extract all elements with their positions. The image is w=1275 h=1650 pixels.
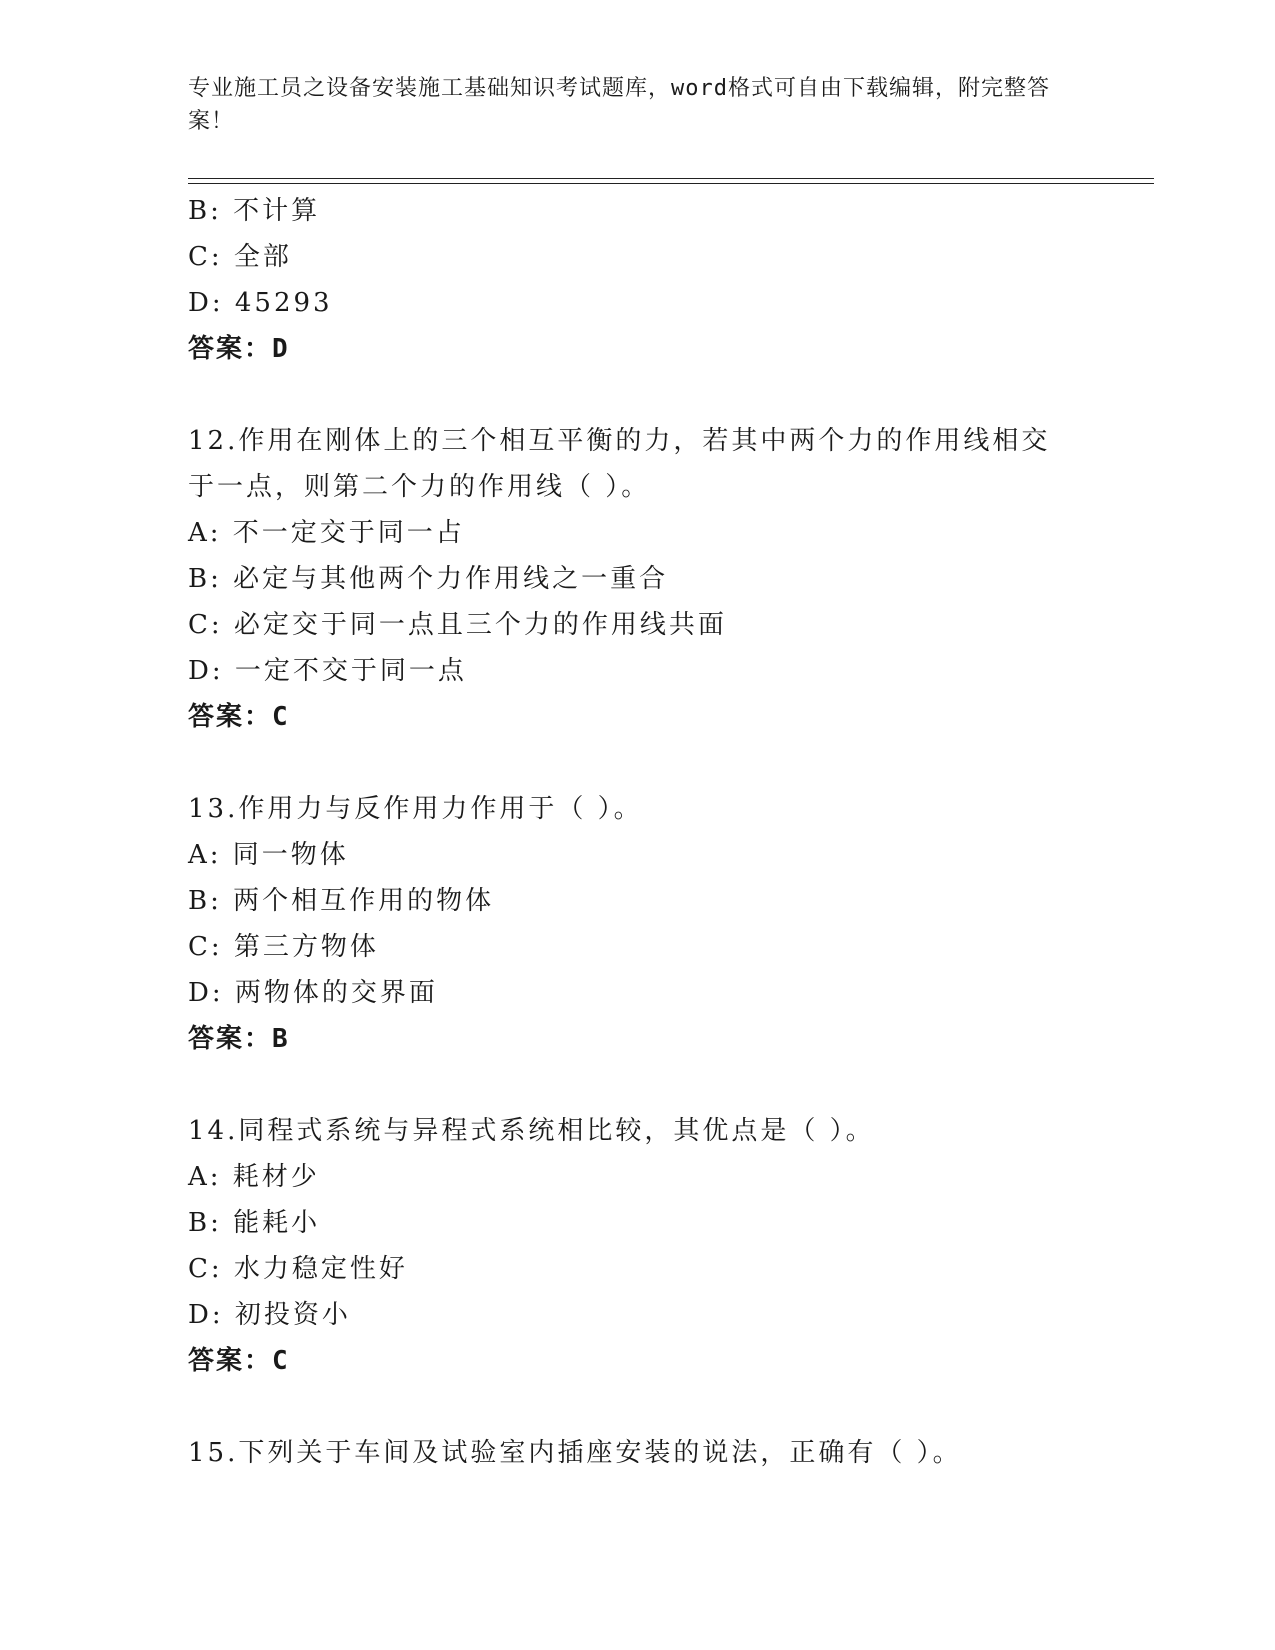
header-divider [188,178,1154,179]
question-list [188,188,1088,1476]
header-divider-double [188,183,1154,184]
question-12 [188,418,1088,740]
option-d: D: 两物体的交界面 [188,978,438,1008]
option-a: A: 耗材少 [188,1162,320,1192]
option-a: A: 不一定交于同一占 [188,518,465,548]
answer: 答案：C [188,702,290,732]
answer: 答案：D [188,334,290,364]
option-d: D: 45293 [188,288,333,318]
option-b: B: 两个相互作用的物体 [188,886,495,916]
answer: 答案：C [188,1346,290,1376]
option-a: A: 同一物体 [188,840,349,870]
option-c: C: 第三方物体 [188,932,379,962]
question-stem: 15.下列关于车间及试验室内插座安装的说法，正确有（ ）。 [188,1438,962,1468]
question-15 [188,1430,1088,1476]
option-d: D: 一定不交于同一点 [188,656,467,686]
question-14 [188,1108,1088,1384]
question-stem: 13.作用力与反作用力作用于（ ）。 [188,794,643,824]
option-b: B: 不计算 [188,196,321,226]
question-stem: 12.作用在刚体上的三个相互平衡的力，若其中两个力的作用线相交于一点，则第二个力的作用线（ ）。 [188,426,1051,502]
option-c: C: 必定交于同一点且三个力的作用线共面 [188,610,727,640]
option-c: C: 水力稳定性好 [188,1254,408,1284]
question-stem: 14.同程式系统与异程式系统相比较，其优点是（ ）。 [188,1116,875,1146]
answer: 答案：B [188,1024,290,1054]
option-b: B: 必定与其他两个力作用线之一重合 [188,564,669,594]
question-13 [188,786,1088,1062]
option-d: D: 初投资小 [188,1300,351,1330]
question-11 [188,188,1088,372]
option-b: B: 能耗小 [188,1208,321,1238]
option-c: C: 全部 [188,242,292,272]
document-header: 专业施工员之设备安装施工基础知识考试题库，word格式可自由下载编辑，附完整答案！ [188,76,1050,134]
